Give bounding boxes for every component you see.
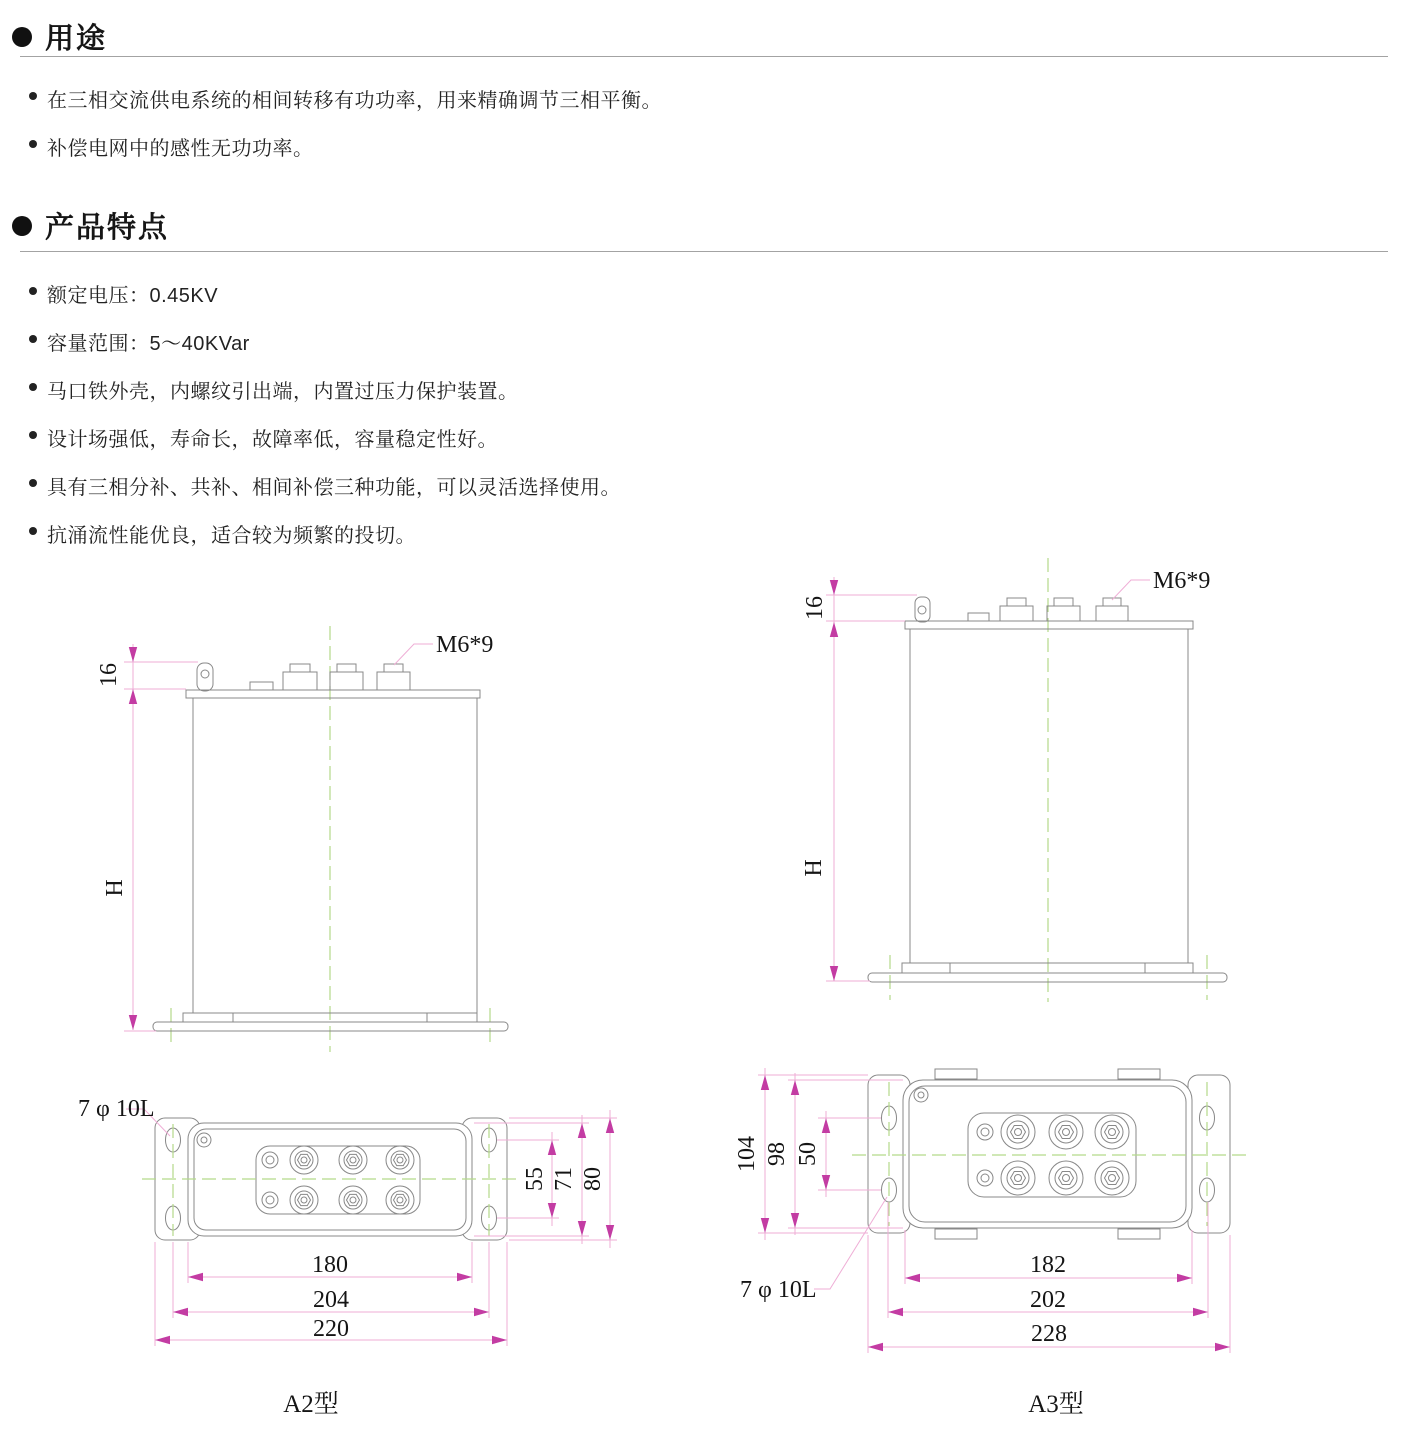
a2-dim-H: H — [102, 879, 128, 897]
usage-section-title: 用途 — [45, 23, 108, 55]
a2-dim-220: 220 — [313, 1316, 349, 1342]
a2-dim-71: 71 — [551, 1167, 577, 1191]
a3-dim-182: 182 — [1030, 1252, 1066, 1278]
a3-dim-H: H — [801, 859, 827, 877]
usage-item-text: 补偿电网中的感性无功功率。 — [47, 138, 314, 160]
a2-front-view — [96, 626, 508, 1052]
a3-dim-228: 228 — [1031, 1321, 1067, 1347]
a3-dim-104: 104 — [734, 1136, 760, 1172]
a3-dim-98: 98 — [764, 1142, 790, 1166]
feature-item-text: 额定电压：0.45KV — [47, 285, 219, 307]
a2-caption: A2型 — [283, 1391, 339, 1418]
a3-hole-label: 7 φ 10L — [740, 1277, 817, 1303]
a3-dim-202: 202 — [1030, 1287, 1066, 1313]
feature-item-text: 容量范围：5～40KVar — [47, 333, 250, 355]
a3-front-view — [801, 558, 1227, 1002]
feature-item-text: 具有三相分补、共补、相间补偿三种功能，可以灵活选择使用。 — [47, 477, 621, 499]
a2-dim-180: 180 — [312, 1252, 348, 1278]
a3-bottom-view — [734, 1068, 1248, 1353]
a2-hole-label: 7 φ 10L — [78, 1096, 155, 1122]
a3-dim-50: 50 — [795, 1142, 821, 1166]
a3-dim-16: 16 — [802, 596, 828, 620]
a2-bottom-view — [78, 1096, 617, 1346]
a2-dim-80: 80 — [580, 1167, 606, 1191]
features-section-title: 产品特点 — [45, 212, 170, 244]
a2-dim-55: 55 — [522, 1167, 548, 1191]
usage-item-text: 在三相交流供电系统的相间转移有功功率，用来精确调节三相平衡。 — [47, 90, 662, 112]
feature-item-text: 设计场强低，寿命长，故障率低，容量稳定性好。 — [47, 429, 498, 451]
feature-item-text: 抗涌流性能优良，适合较为频繁的投切。 — [47, 525, 416, 547]
a2-dim-16: 16 — [96, 663, 122, 687]
feature-item-text: 马口铁外壳，内螺纹引出端，内置过压力保护装置。 — [47, 381, 519, 403]
a3-thread-label: M6*9 — [1153, 568, 1211, 594]
a2-thread-label: M6*9 — [436, 632, 494, 658]
a2-dim-204: 204 — [313, 1287, 349, 1313]
a3-caption: A3型 — [1028, 1391, 1084, 1418]
